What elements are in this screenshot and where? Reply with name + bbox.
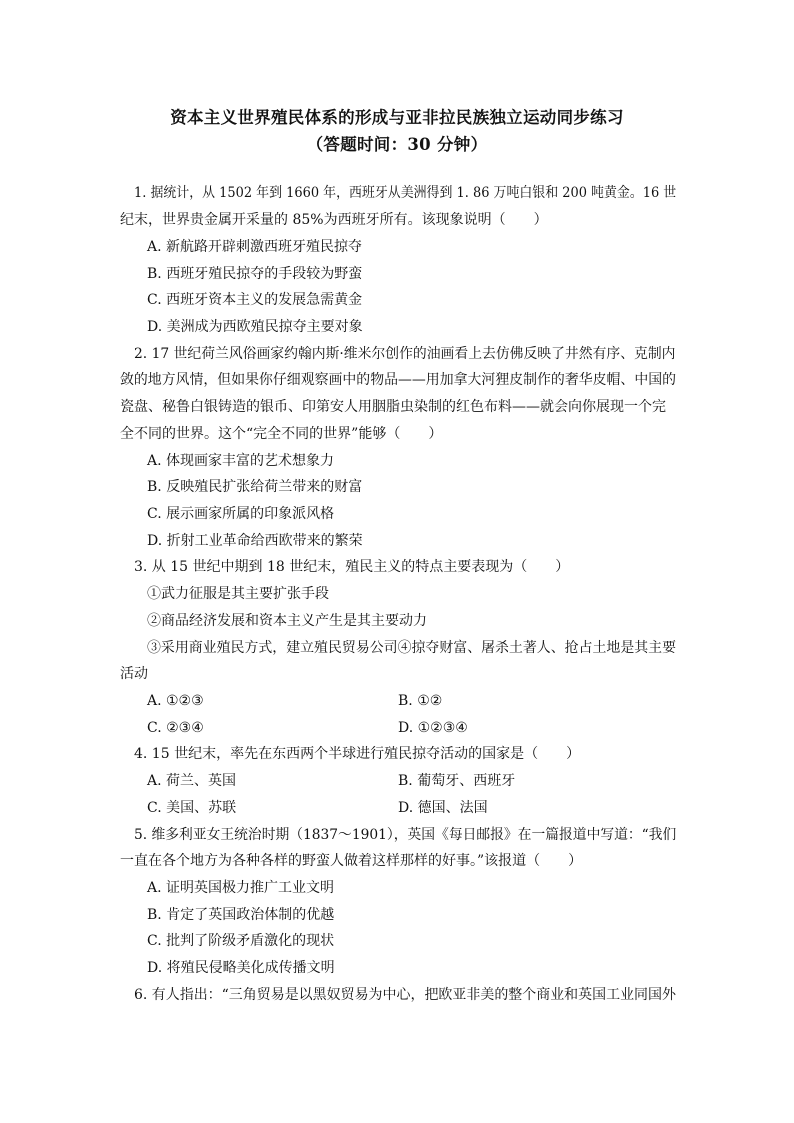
q5-option-d: D. 将殖民侵略美化成传播文明: [147, 960, 335, 976]
q5-option-b: B. 肯定了英国政治体制的优越: [147, 907, 335, 923]
q2-option-c: C. 展示画家所属的印象派风格: [147, 506, 335, 522]
q3-statement-1: ①武力征服是其主要扩张手段: [147, 586, 329, 602]
q3-option-a: A. ①②③: [147, 693, 204, 709]
q3-option-d: D. ①②③④: [398, 720, 468, 736]
q6-line-1: 6. 有人指出：“三角贸易是以黑奴贸易为中心，把欧亚非美的整个商业和英国工业同国外: [134, 987, 676, 1003]
q2-option-d: D. 折射工业革命给西欧带来的繁荣: [147, 533, 363, 549]
q5-line-2: 一直在各个地方为各种各样的野蛮人做着这样那样的好事。”该报道（ ）: [120, 853, 583, 869]
q1-line-1: 1. 据统计，从 1502 年到 1660 年，西班牙从美洲得到 1. 86 万吨白银和 200 吨黄金。16 世: [134, 185, 677, 201]
document-subtitle: （答题时间：30 分钟）: [306, 135, 488, 154]
q3-option-c: C. ②③④: [147, 720, 204, 736]
q2-option-b: B. 反映殖民扩张给荷兰带来的财富: [147, 479, 363, 495]
q4-option-d: D. 德国、法国: [398, 800, 488, 816]
document-title: 资本主义世界殖民体系的形成与亚非拉民族独立运动同步练习: [170, 108, 624, 127]
q3-statement-4: 活动: [120, 666, 148, 682]
q4-line-1: 4. 15 世纪末，率先在东西两个半球进行殖民掠夺活动的国家是（ ）: [134, 746, 581, 762]
q3-statement-3: ③采用商业殖民方式，建立殖民贸易公司④掠夺财富、屠杀土著人、抢占土地是其主要: [147, 640, 677, 656]
q5-option-a: A. 证明英国极力推广工业文明: [147, 880, 335, 896]
q3-line-1: 3. 从 15 世纪中期到 18 世纪末，殖民主义的特点主要表现为（ ）: [134, 559, 570, 575]
q4-option-c: C. 美国、苏联: [147, 800, 237, 816]
q1-line-2: 纪末，世界贵金属开采量的 85%为西班牙所有。该现象说明（ ）: [120, 212, 548, 228]
q2-line-4: 全不同的世界。这个“完全不同的世界”能够（ ）: [120, 426, 443, 442]
q4-option-a: A. 荷兰、英国: [147, 773, 237, 789]
q2-line-2: 敛的地方风情，但如果你仔细观察画中的物品——用加拿大河狸皮制作的奢华皮帽、中国的: [120, 372, 677, 388]
q2-line-3: 瓷盘、秘鲁白银铸造的银币、印第安人用胭脂虫染制的红色布料——就会向你展现一个完: [120, 399, 666, 415]
q1-option-a: A. 新航路开辟刺激西班牙殖民掠夺: [147, 239, 363, 255]
q4-option-b: B. 葡萄牙、西班牙: [398, 773, 516, 789]
q1-option-b: B. 西班牙殖民掠夺的手段较为野蛮: [147, 266, 363, 282]
q1-option-d: D. 美洲成为西欧殖民掠夺主要对象: [147, 319, 363, 335]
q1-option-c: C. 西班牙资本主义的发展急需黄金: [147, 292, 363, 308]
q3-statement-2: ②商品经济发展和资本主义产生是其主要动力: [147, 613, 427, 629]
q5-line-1: 5. 维多利亚女王统治时期（1837～1901），英国《每日邮报》在一篇报道中写道：“我们: [134, 827, 677, 843]
q3-option-b: B. ①②: [398, 693, 443, 709]
q2-option-a: A. 体现画家丰富的艺术想象力: [147, 453, 335, 469]
q5-option-c: C. 批判了阶级矛盾激化的现状: [147, 933, 335, 949]
q2-line-1: 2. 17 世纪荷兰风俗画家约翰内斯·维米尔创作的油画看上去仿佛反映了井然有序、克制内: [134, 346, 676, 362]
